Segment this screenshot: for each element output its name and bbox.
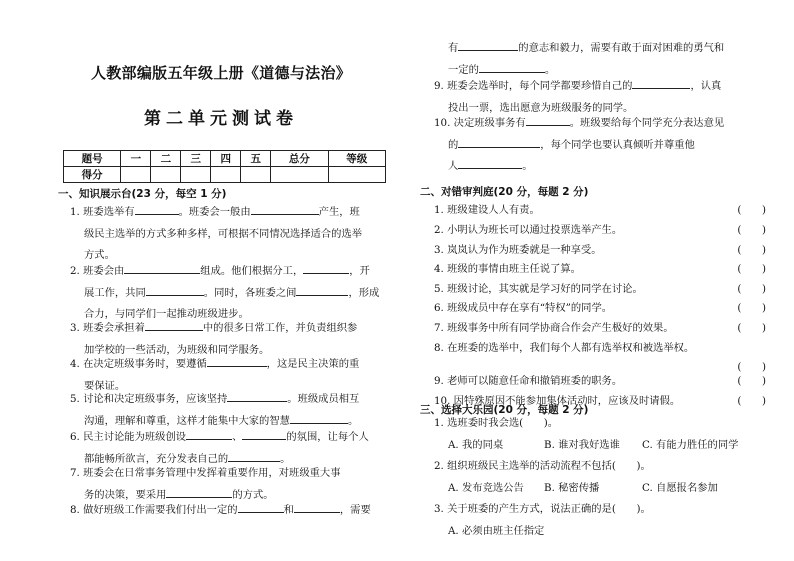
section2-heading: 二、对错审判庭(20 分，每题 2 分) — [420, 186, 589, 198]
answer-parentheses[interactable]: ( ) — [737, 361, 766, 373]
score-table-header: 一 — [121, 151, 151, 167]
answer-blank[interactable] — [526, 113, 570, 126]
question-1-7: 7. 班委会在日常事务管理中发挥着重要作用，对班级重大事 务的决策，要采用 的方式。 — [70, 467, 341, 501]
score-cell[interactable] — [328, 167, 385, 183]
score-cell[interactable] — [151, 167, 181, 183]
answer-blank[interactable] — [227, 389, 287, 402]
true-false-statement: 2. 小明认为班长可以通过投票选举产生。 — [434, 224, 623, 236]
section3-heading: 三、选择大乐园(20 分，每题 2 分) — [420, 404, 589, 416]
true-false-statement: 8. 在班委的选举中，我们每个人都有选举权和被选举权。 — [434, 342, 695, 354]
score-cell[interactable] — [271, 167, 328, 183]
question-1-1: 1. 班委选举有 。班委会一般由 产生，班 级民主选举的方式多种多样，可根据不同情况选择适合的选举 方式。 — [70, 202, 386, 267]
answer-blank[interactable] — [238, 500, 284, 513]
true-false-item — [434, 242, 768, 258]
true-false-statement: 9. 老师可以随意任命和撤销班委的职务。 — [434, 375, 623, 387]
answer-blank[interactable] — [458, 156, 522, 169]
true-false-statement: 6. 班级成员中存在享有“特权”的同学。 — [434, 302, 613, 314]
option-a[interactable]: A. 我的同桌 — [448, 438, 504, 451]
answer-blank[interactable] — [290, 411, 348, 424]
question-1-10: 10. 决定班级事务有 。班级要给每个同学充分表达意见 的 ，每个同学也要认真倾听并尊重他 人 。 — [434, 113, 768, 178]
answer-parentheses[interactable]: ( ) — [737, 395, 766, 407]
answer-blank[interactable] — [166, 485, 232, 498]
true-false-statement: 7. 班级事务中所有同学协商合作会产生极好的效果。 — [434, 322, 674, 334]
answer-parentheses[interactable]: ( ) — [737, 263, 766, 275]
answer-blank[interactable] — [458, 135, 540, 148]
question-1-2: 2. 班委会由 组成。他们根据分工， ，开 展工作，共同 。同时，各班委之间 ，形成 合力，与同学们一起推动班级进步。 — [70, 261, 386, 326]
score-cell[interactable] — [241, 167, 271, 183]
question-1-5: 5. 讨论和决定班级事务，应该坚持 。班级成员相互 沟通，理解和尊重，这样才能集中大家的智慧 。 — [70, 389, 386, 432]
choice-question-1: 1. 选班委时我会选( )。 A. 我的同桌 B. 谁对我好选谁 C. 有能力胜任的同学 2. 组织班级民主选举的活动流程不包括( )。 A. 发布竞选公告 B. 秘密传播 C. 自愿报名参加 3. 关于班委的产生方式，说法正确的是( )。 A. 必须由班主任指定 — [434, 413, 768, 542]
score-table-header: 等级 — [328, 151, 385, 167]
answer-blank[interactable] — [479, 60, 545, 73]
option-c[interactable]: C. 自愿报名参加 — [642, 481, 718, 494]
score-cell[interactable] — [121, 167, 151, 183]
question-1-8-continued: 有 的意志和毅力，需要有敢于面对困难的勇气和 一定的 。 — [448, 38, 768, 81]
answer-blank[interactable] — [135, 202, 179, 215]
true-false-item — [434, 261, 768, 277]
answer-blank[interactable] — [632, 76, 690, 89]
answer-parentheses[interactable]: ( ) — [737, 244, 766, 256]
true-false-statement: 1. 班级建设人人有责。 — [434, 204, 540, 216]
answer-parentheses[interactable]: ( ) — [737, 283, 766, 295]
answer-parentheses[interactable]: ( ) — [737, 204, 766, 216]
true-false-item — [434, 320, 768, 336]
answer-blank[interactable] — [296, 283, 348, 296]
answer-blank[interactable] — [186, 427, 232, 440]
option-c[interactable]: C. 有能力胜任的同学 — [642, 438, 739, 451]
answer-blank[interactable] — [458, 38, 518, 51]
question-1-9: 9. 班委会选举时，每个同学都要珍惜自己的 ，认真 投出一票，选出愿意为班级服务的同学。 — [434, 76, 768, 119]
true-false-item — [434, 373, 768, 389]
question-1-8: 8. 做好班级工作需要我们付出一定的 和 ，需要 — [70, 500, 386, 522]
answer-blank[interactable] — [124, 261, 200, 274]
score-cell[interactable] — [181, 167, 211, 183]
answer-parentheses[interactable]: ( ) — [737, 302, 766, 314]
choice-question-3-stem: 3. 关于班委的产生方式，说法正确的是( )。 — [434, 503, 651, 515]
option-a[interactable]: A. 必须由班主任指定 — [448, 524, 545, 537]
true-false-item — [434, 281, 768, 297]
answer-parentheses[interactable]: ( ) — [737, 322, 766, 334]
question-1-4: 4. 在决定班级事务时，要遵循 ，这是民主决策的重 要保证。 — [70, 354, 386, 397]
score-row-label: 得分 — [64, 167, 121, 183]
score-table — [63, 150, 386, 183]
answer-blank[interactable] — [294, 500, 340, 513]
score-table-header: 五 — [241, 151, 271, 167]
option-a[interactable]: A. 发布竞选公告 — [448, 481, 524, 494]
answer-blank[interactable] — [146, 283, 204, 296]
true-false-statement: 3. 岚岚认为作为班委就是一种享受。 — [434, 244, 602, 256]
question-1-3: 3. 班委会承担着 中的很多日常工作，并负责组织参 加学校的一些活动，为班级和同学服务。 — [70, 318, 386, 361]
true-false-item — [434, 300, 768, 316]
answer-blank[interactable] — [228, 449, 280, 462]
score-cell[interactable] — [211, 167, 241, 183]
answer-blank[interactable] — [145, 318, 203, 331]
score-table-header: 四 — [211, 151, 241, 167]
question-1-6: 6. 民主讨论能为班级创设 、 的氛围，让每个人 都能畅所欲言，充分发表自己的 。 — [70, 427, 386, 470]
option-b[interactable]: B. 谁对我好选谁 — [544, 438, 620, 451]
section1-heading: 一、知识展示台(23 分，每空 1 分) — [58, 188, 227, 200]
answer-parentheses[interactable]: ( ) — [737, 375, 766, 387]
true-false-statement: 5. 班级讨论，其实就是学习好的同学在讨论。 — [434, 283, 643, 295]
option-b[interactable]: B. 秘密传播 — [544, 481, 600, 494]
score-table-score-row — [64, 167, 386, 183]
true-false-statement: 10. 因特殊原因不能参加集体活动时，应该及时请假。 — [434, 395, 681, 407]
true-false-statement: 4. 班级的事情由班主任说了算。 — [434, 263, 581, 275]
answer-blank[interactable] — [242, 427, 286, 440]
choice-question-2-stem: 2. 组织班级民主选举的活动流程不包括( )。 — [434, 460, 651, 472]
score-table-header: 总分 — [271, 151, 328, 167]
score-table-header: 题号 — [64, 151, 121, 167]
document-subtitle: 第二单元测试卷 — [144, 109, 298, 129]
true-false-item — [434, 222, 768, 238]
document-title: 人教部编版五年级上册《道德与法治》 — [90, 64, 352, 82]
true-false-item — [434, 340, 768, 356]
true-false-item — [434, 202, 768, 218]
answer-blank[interactable] — [303, 261, 349, 274]
answer-parentheses[interactable]: ( ) — [737, 224, 766, 236]
score-table-header: 三 — [181, 151, 211, 167]
answer-blank[interactable] — [207, 354, 267, 367]
score-table-header-row — [64, 151, 386, 167]
answer-blank[interactable] — [251, 202, 319, 215]
score-table-header: 二 — [151, 151, 181, 167]
